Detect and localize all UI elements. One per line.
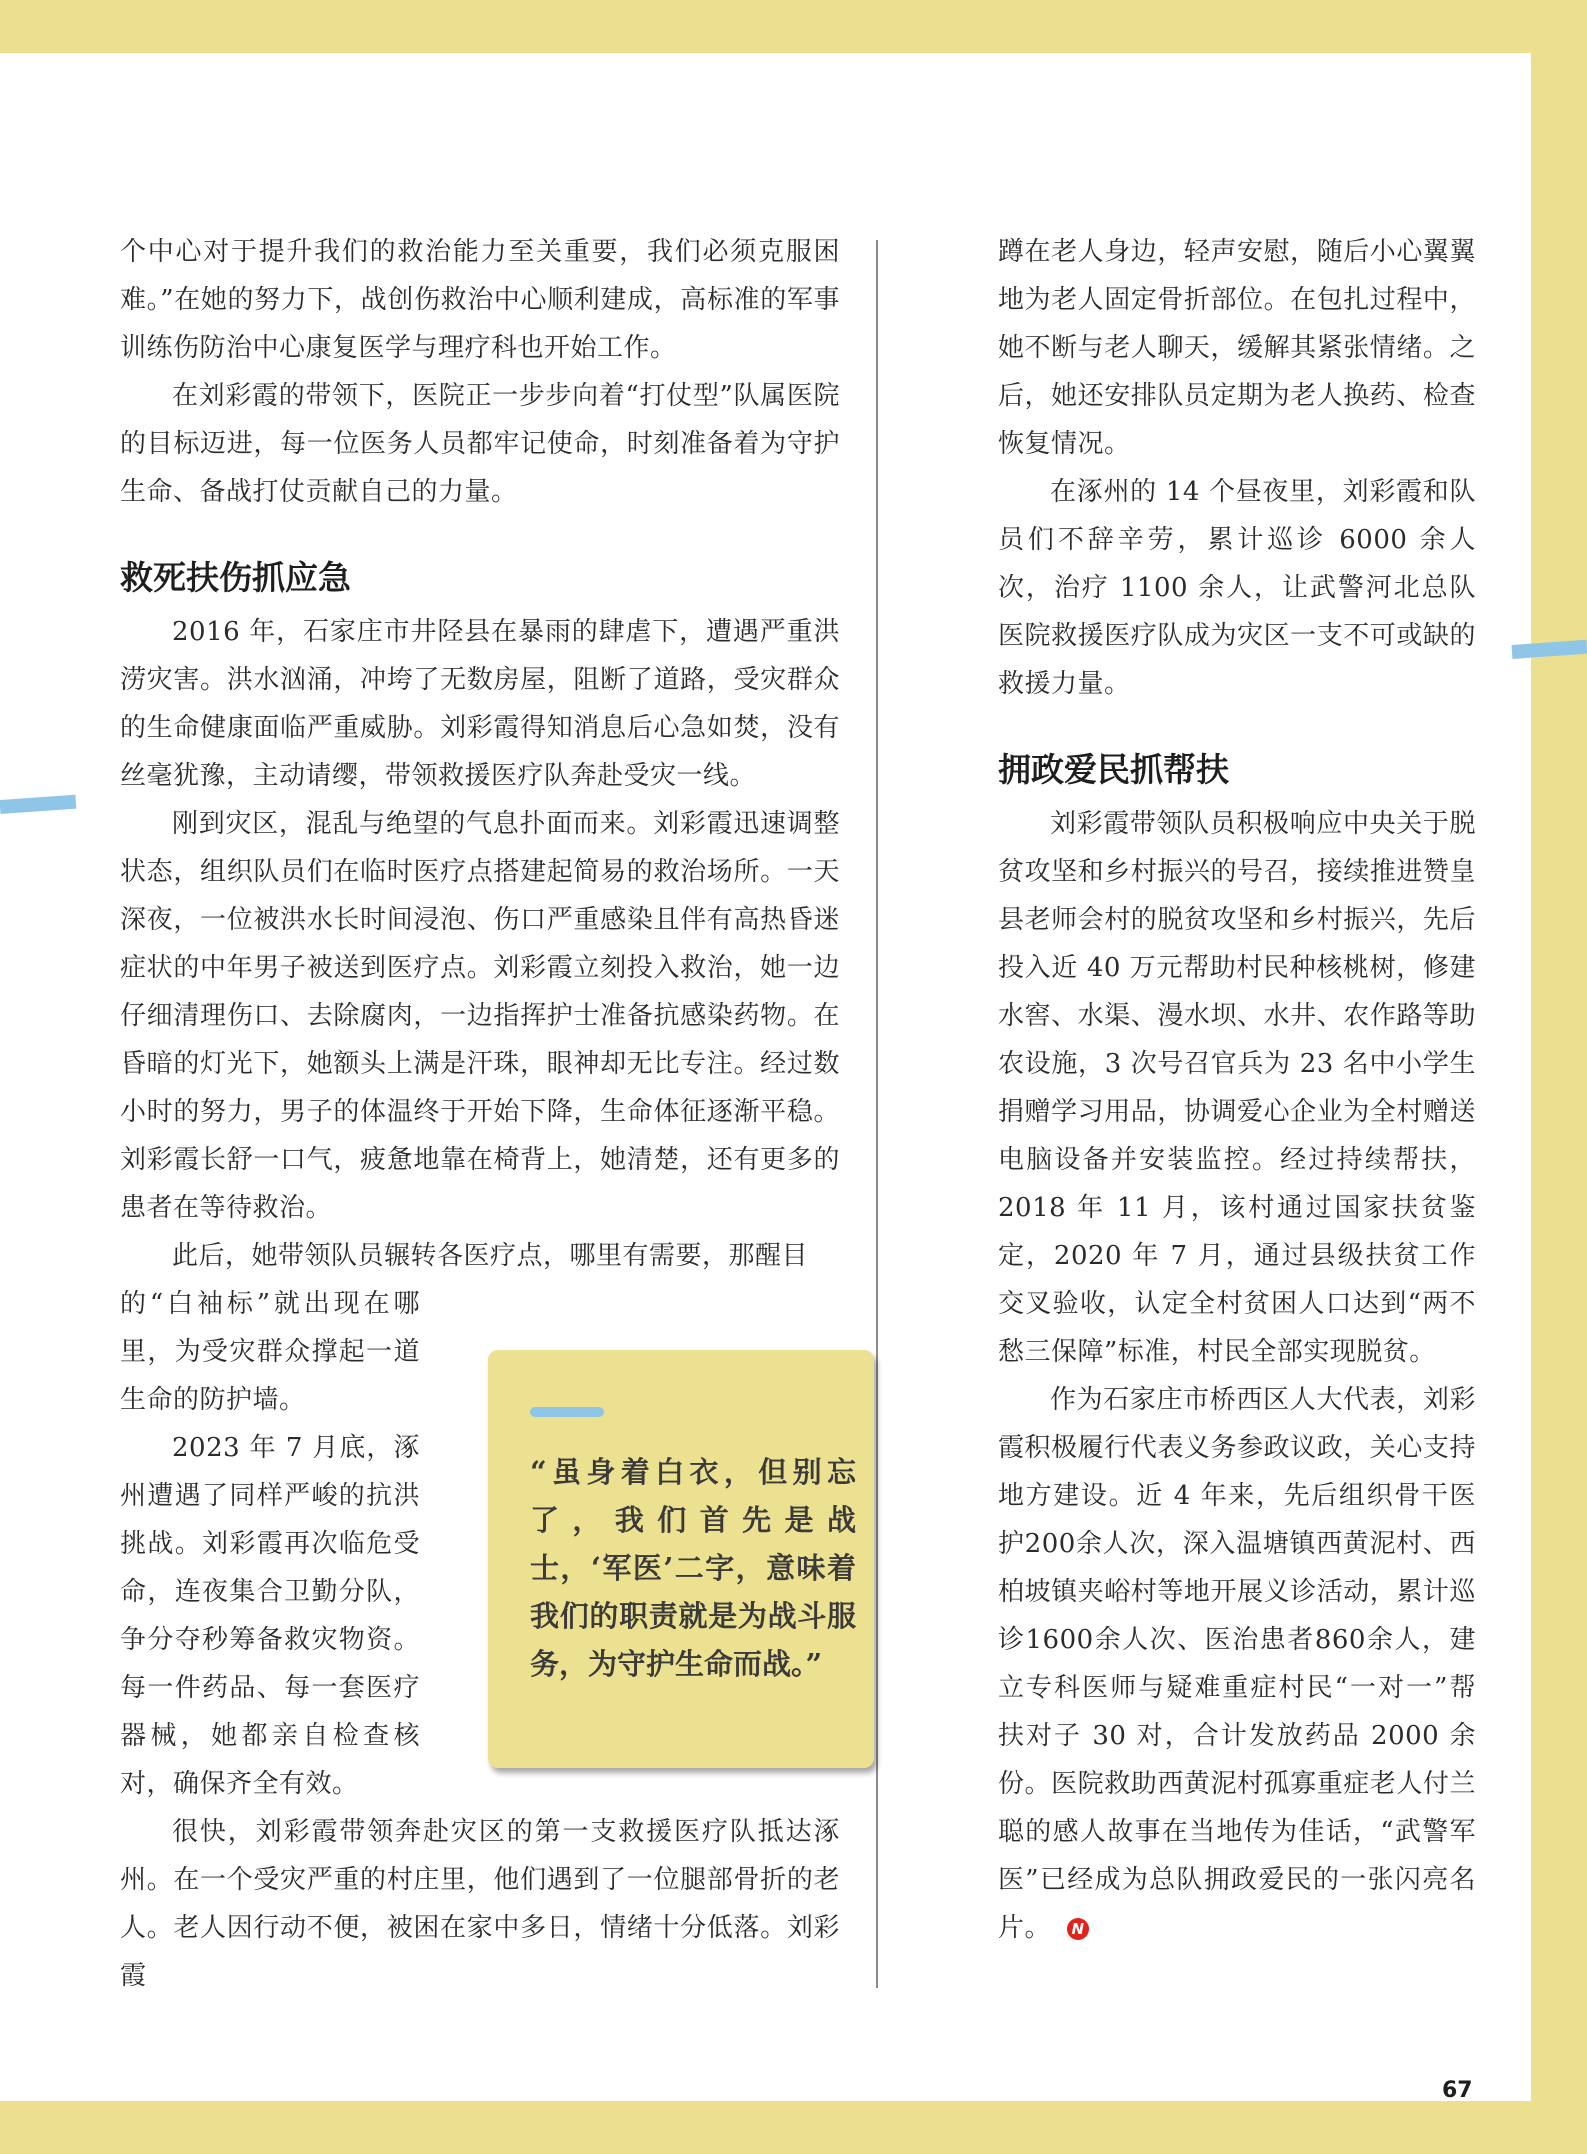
paragraph: 蹲在老人身边，轻声安慰，随后小心翼翼地为老人固定骨折部位。在包扎过程中，她不断与老人聊天，缓解其紧张情绪。之后，她还安排队员定期为老人换药、检查恢复情况。 — [998, 237, 1476, 459]
right-column — [998, 228, 1476, 1952]
column-divider — [876, 240, 878, 1988]
paragraph: 刚到灾区，混乱与绝望的气息扑面而来。刘彩霞迅速调整状态，组织队员们在临时医疗点搭建起简易的救治场所。一天深夜，一位被洪水长时间浸泡、伤口严重感染且伴有高热昏迷症状的中年男子被送到医疗点。刘彩霞立刻投入救治，她一边仔细清理伤口、去除腐肉，一边指挥护士准备抗感染药物。在昏暗的灯光下，她额头上满是汗珠，眼神却无比专注。经过数小时的努力，男子的体温终于开始下降，生命体征逐渐平稳。刘彩霞长舒一口气，疲惫地靠在椅背上，她清楚，还有更多的患者在等待救治。 — [120, 809, 840, 1223]
paragraph: 2016 年，石家庄市井陉县在暴雨的肆虐下，遭遇严重洪涝灾害。洪水汹涌，冲垮了无数房屋，阻断了道路，受灾群众的生命健康面临严重威胁。刘彩霞得知消息后心急如焚，没有丝毫犹豫，主动请缨，带领救援医疗队奔赴受灾一线。 — [120, 617, 840, 791]
end-mark-icon: N — [1067, 1918, 1089, 1940]
paragraph: 很快，刘彩霞带领奔赴灾区的第一支救援医疗队抵达涿州。在一个受灾严重的村庄里，他们遇到了一位腿部骨折的老人。老人因行动不便，被困在家中多日，情绪十分低落。刘彩霞 — [120, 1817, 840, 1991]
paragraph-wrapped: 的“白袖标”就出现在哪里，为受灾群众撑起一道生命的防护墙。 — [120, 1289, 420, 1415]
paragraph: 在涿州的 14 个昼夜里，刘彩霞和队员们不辞辛劳，累计巡诊 6000 余人次，治疗 1100 余人，让武警河北总队医院救援医疗队成为灾区一支不可或缺的救援力量。 — [998, 477, 1476, 699]
paragraph: 在刘彩霞的带领下，医院正一步步向着“打仗型”队属医院的目标迈进，每一位医务人员都牢记使命，时刻准备着为守护生命、备战打仗贡献自己的力量。 — [120, 381, 840, 507]
page-number: 67 — [1442, 2078, 1473, 2103]
paragraph-wrapped: 2023 年 7 月底，涿州遭遇了同样严峻的抗洪挑战。刘彩霞再次临危受命，连夜集合卫勤分队，争分夺秒筹备救灾物资。每一件药品、每一套医疗器械，她都亲自检查核对，确保齐全有效。 — [120, 1433, 420, 1799]
section-title: 救死扶伤抓应急 — [120, 558, 351, 597]
section-title: 拥政爱民抓帮扶 — [998, 750, 1229, 789]
paragraph: 个中心对于提升我们的救治能力至关重要，我们必须克服困难。”在她的努力下，战创伤救治中心顺利建成，高标准的军事训练伤防治中心康复医学与理疗科也开始工作。 — [120, 237, 840, 363]
paragraph-text: 作为石家庄市桥西区人大代表，刘彩霞积极履行代表义务参政议政，关心支持地方建设。近 4 年来，先后组织骨干医护200余人次，深入温塘镇西黄泥村、西柏坡镇夹峪村等地开展义诊活动，累计巡诊1600余人次、医治患者860余人，建立专科医师与疑难重症村民“一对一”帮扶对子 30 对，合计发放药品 2000 余份。医院救助西黄泥村孤寡重症老人付兰聪的感人故事在当地传为佳话，“武警军医”已经成为总队拥政爱民的一张闪亮名片。 — [998, 1385, 1476, 1943]
pull-quote-box — [488, 1350, 874, 1768]
pull-quote-text: “虽身着白衣，但别忘了，我们首先是战士，‘军医’二字，意味着我们的职责就是为战斗服务，为守护生命而战。” — [530, 1455, 856, 1681]
paragraph-last — [998, 1376, 1476, 1952]
paragraph: 刘彩霞带领队员积极响应中央关于脱贫攻坚和乡村振兴的号召，接续推进赞皇县老师会村的脱贫攻坚和乡村振兴，先后投入近 40 万元帮助村民种核桃树，修建水窖、水渠、漫水坝、水井、农作路等助农设施，3 次号召官兵为 23 名中小学生捐赠学习用品，协调爱心企业为全村赠送电脑设备并安装监控。经过持续帮扶，2018 年 11 月，该村通过国家扶贫鉴定，2020 年 7 月，通过县级扶贫工作交叉验收，认定全村贫困人口达到“两不愁三保障”标准，村民全部实现脱贫。 — [998, 809, 1476, 1367]
paragraph: 此后，她带领队员辗转各医疗点，哪里有需要，那醒目 — [172, 1241, 809, 1271]
quote-accent-bar — [530, 1407, 604, 1417]
